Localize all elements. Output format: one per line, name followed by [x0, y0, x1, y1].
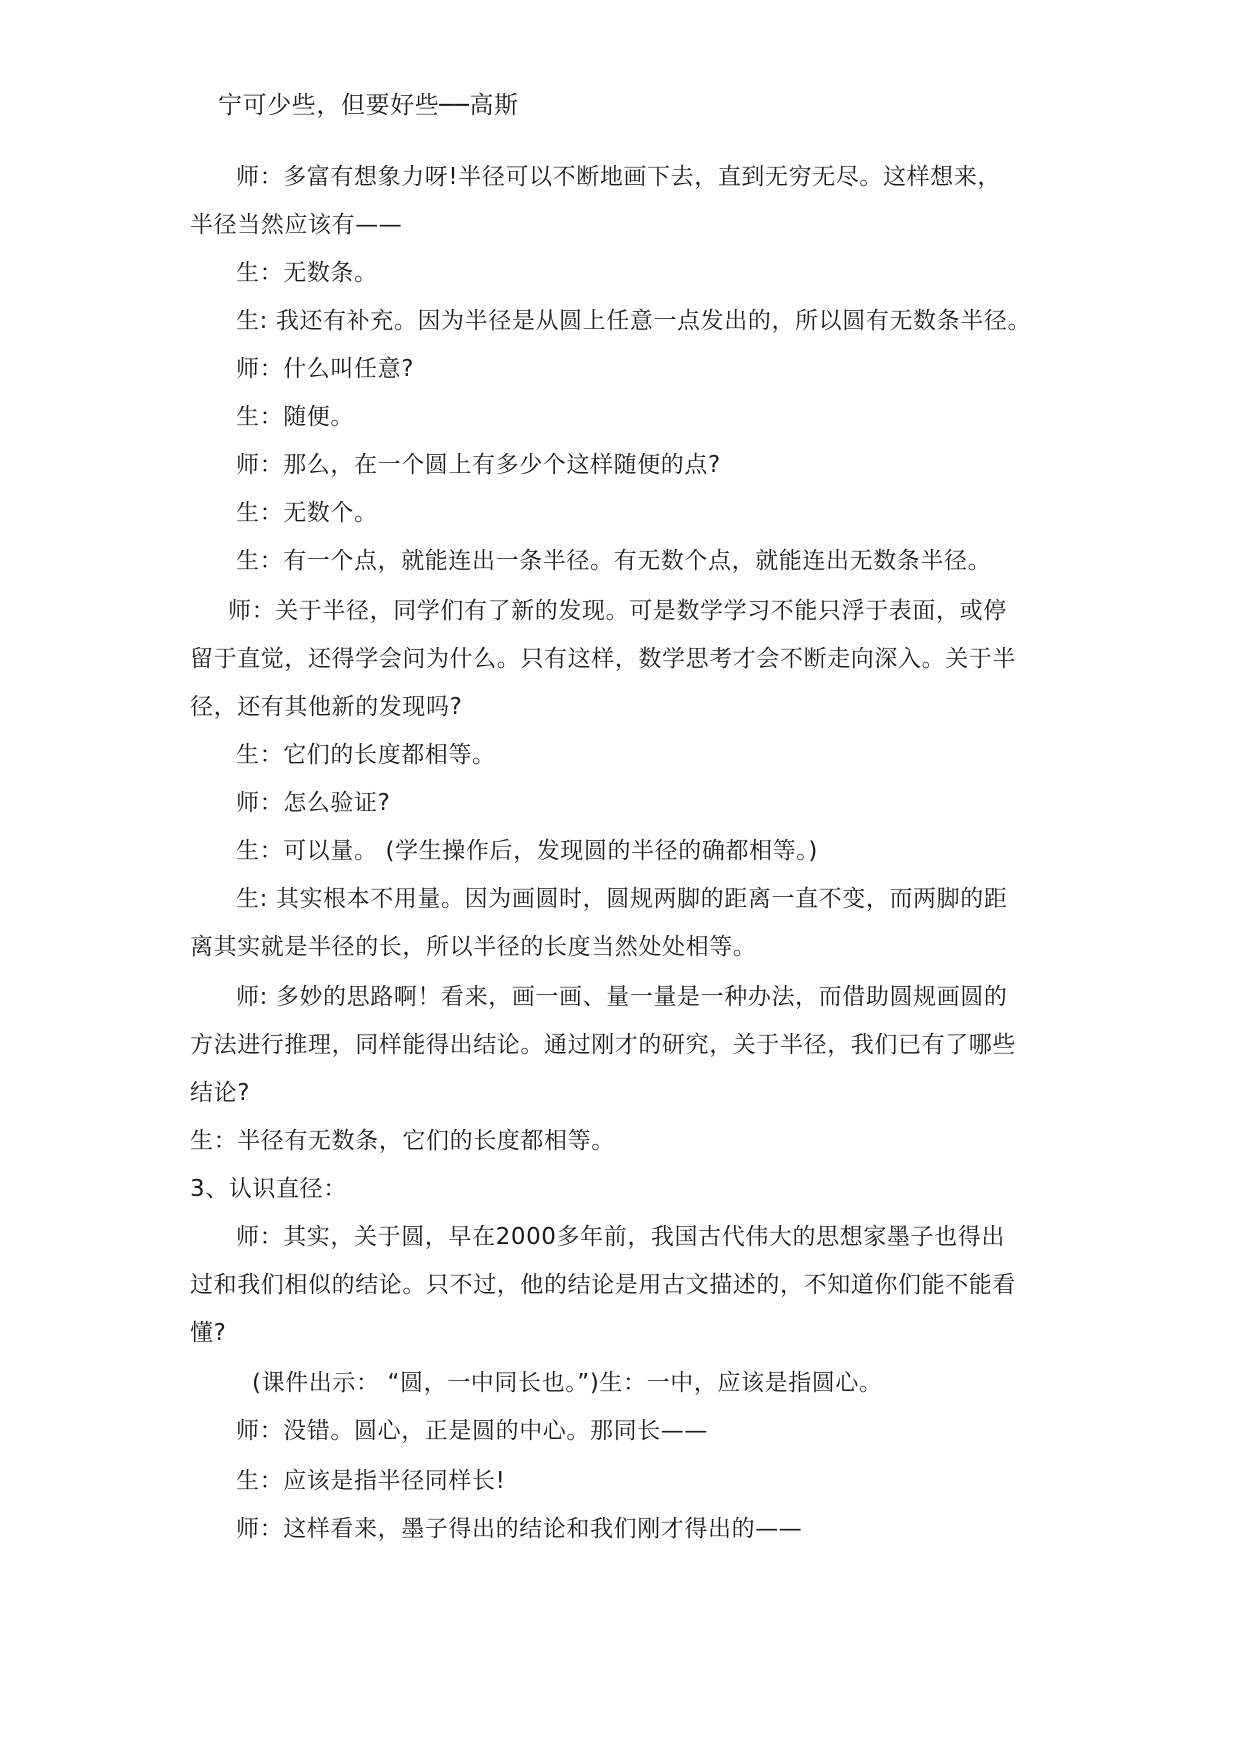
- motto-quote: 宁可少些，但要好些──高斯: [218, 91, 519, 119]
- paragraph-line: 离其实就是半径的长，所以半径的长度当然处处相等。: [190, 934, 757, 960]
- paragraph-line: 径，还有其他新的发现吗?: [190, 694, 463, 720]
- paragraph-line: 半径当然应该有——: [190, 212, 403, 238]
- paragraph-line: 生：应该是指半径同样长!: [236, 1468, 506, 1494]
- paragraph-line: 生: 其实根本不用量。因为画圆时，圆规两脚的距离一直不变，而两脚的距: [236, 886, 1008, 912]
- paragraph-line: 师: 多妙的思路啊！看来，画一画、量一量是一种办法，而借助圆规画圆的: [236, 984, 1008, 1010]
- paragraph-line: 师：关于半径，同学们有了新的发现。可是数学学习不能只浮于表面，或停: [228, 598, 1007, 624]
- paragraph-line: 方法进行推理，同样能得出结论。通过刚才的研究，关于半径，我们已有了哪些: [190, 1032, 1016, 1058]
- paragraph-line: 师：怎么验证?: [236, 790, 391, 816]
- paragraph-line: 生：半径有无数条，它们的长度都相等。: [190, 1128, 615, 1154]
- paragraph-line: 留于直觉，还得学会问为什么。只有这样，数学思考才会不断走向深入。关于半: [190, 646, 1016, 672]
- paragraph-line: 懂?: [190, 1320, 227, 1346]
- paragraph-line: 师：其实，关于圆，早在2000多年前，我国古代伟大的思想家墨子也得出: [236, 1224, 1005, 1250]
- paragraph-line: 结论?: [190, 1080, 251, 1106]
- paragraph-line: 师：没错。圆心，正是圆的中心。那同长——: [236, 1418, 708, 1444]
- section-heading: 3、认识直径：: [190, 1176, 347, 1202]
- paragraph-line: (课件出示： “圆，一中同长也。”)生：一中，应该是指圆心。: [252, 1370, 883, 1396]
- paragraph-line: 生：随便。: [236, 404, 354, 430]
- paragraph-line: 师：这样看来，墨子得出的结论和我们刚才得出的——: [236, 1516, 803, 1542]
- paragraph-line: 生: 我还有补充。因为半径是从圆上任意一点发出的，所以圆有无数条半径。: [236, 308, 1032, 334]
- paragraph-line: 生：它们的长度都相等。: [236, 742, 496, 768]
- paragraph-line: 生：有一个点，就能连出一条半径。有无数个点，就能连出无数条半径。: [236, 548, 992, 574]
- paragraph-line: 生：无数个。: [236, 500, 378, 526]
- paragraph-line: 过和我们相似的结论。只不过，他的结论是用古文描述的，不知道你们能不能看: [190, 1272, 1016, 1298]
- paragraph-line: 师：什么叫任意?: [236, 356, 415, 382]
- paragraph-line: 生：可以量。 (学生操作后，发现圆的半径的确都相等。): [236, 838, 818, 864]
- paragraph-line: 生：无数条。: [236, 260, 378, 286]
- paragraph-line: 师：那么，在一个圆上有多少个这样随便的点?: [236, 452, 721, 478]
- paragraph-line: 师：多富有想象力呀!半径可以不断地画下去，直到无穷无尽。这样想来，: [236, 164, 1002, 190]
